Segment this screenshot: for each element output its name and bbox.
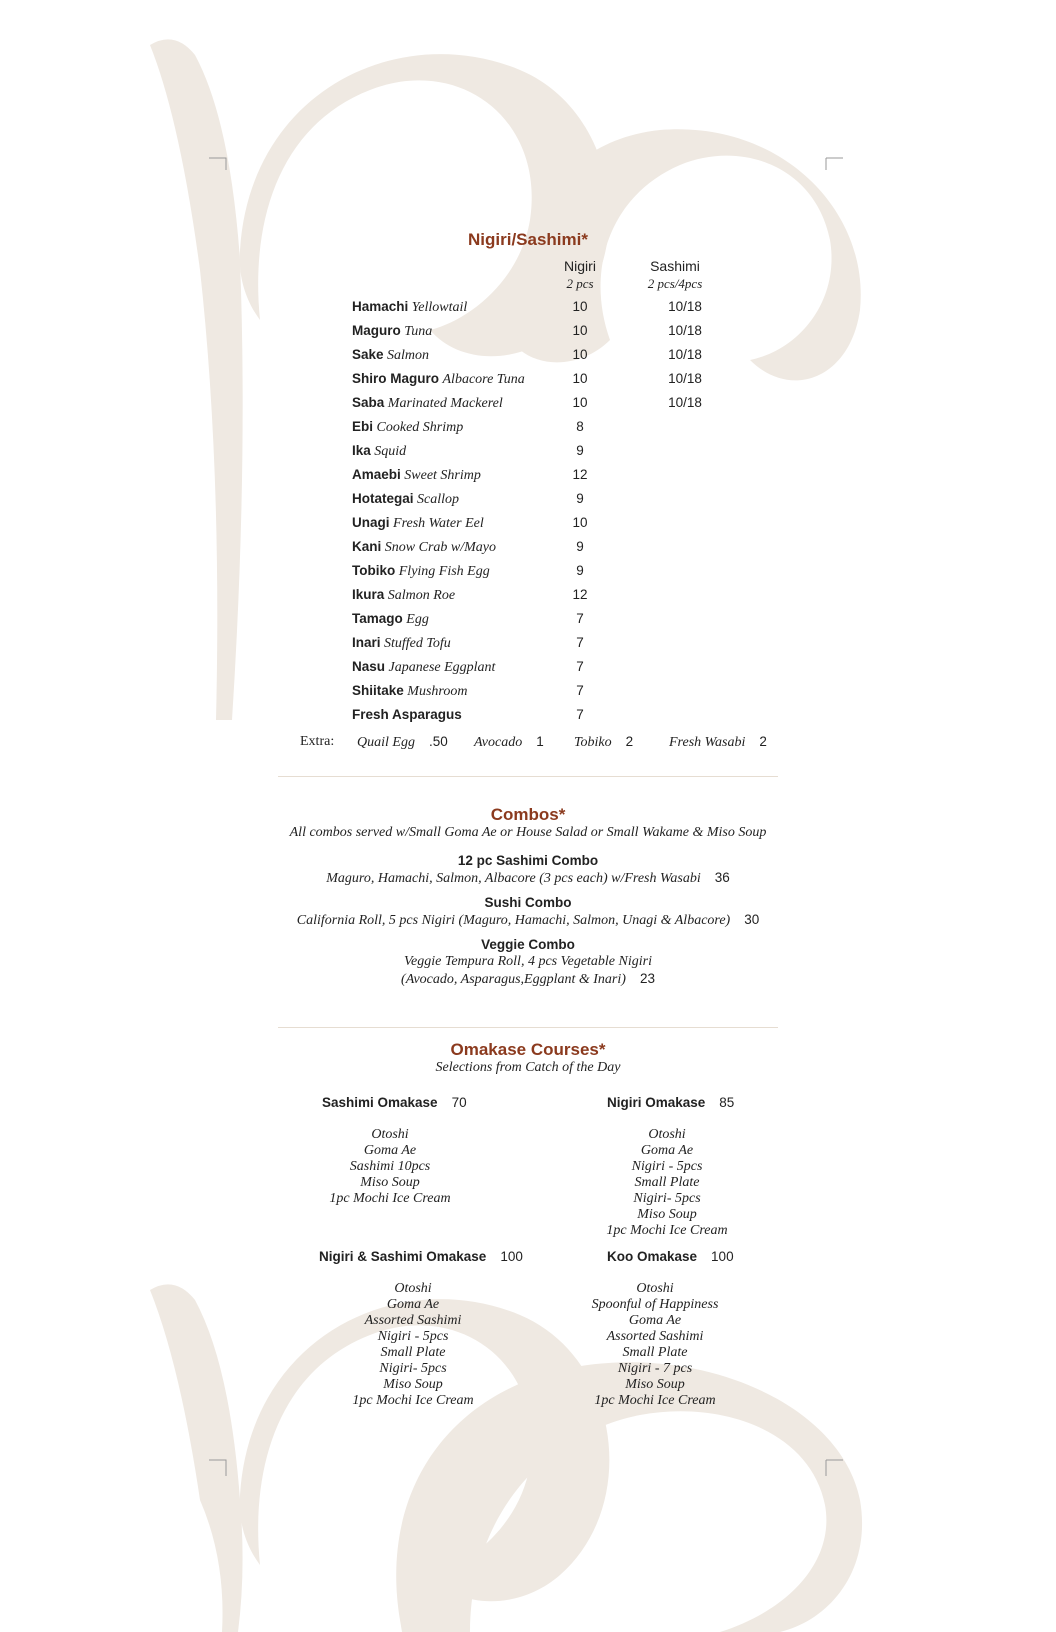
omakase-course-item: Miso Soup — [383, 1377, 443, 1392]
omakase-course-item: Miso Soup — [625, 1377, 685, 1392]
nigiri-item-row — [0, 323, 1056, 345]
extra-name: Avocado — [474, 735, 523, 750]
sashimi-price: 10/18 — [668, 347, 702, 362]
omakase-course-item: Otoshi — [648, 1127, 686, 1142]
nigiri-item-row — [0, 467, 1056, 489]
item-japanese-name: Shiro Maguro — [352, 371, 439, 386]
combos-subtitle: All combos served w/Small Goma Ae or House Salad or Small Wakame & Miso Soup — [289, 825, 767, 840]
item-name — [352, 347, 429, 364]
nigiri-item-row — [0, 419, 1056, 441]
omakase-course-item: Nigiri- 5pcs — [379, 1361, 447, 1376]
item-english-name: Japanese Eggplant — [388, 660, 496, 675]
omakase-course-item: Assorted Sashimi — [606, 1329, 704, 1344]
omakase-course-item: Miso Soup — [637, 1207, 697, 1222]
item-name — [352, 395, 503, 412]
omakase-course-item: Nigiri- 5pcs — [633, 1191, 701, 1206]
omakase-course-price: 100 — [711, 1249, 734, 1264]
combo-description: Veggie Tempura Roll, 4 pcs Vegetable Nigiri — [404, 954, 652, 969]
item-name — [352, 491, 459, 508]
nigiri-item-row — [0, 443, 1056, 465]
item-japanese-name: Inari — [352, 635, 381, 650]
nigiri-price: 7 — [576, 707, 584, 722]
item-japanese-name: Maguro — [352, 323, 401, 338]
item-japanese-name: Shiitake — [352, 683, 404, 698]
nigiri-column-subheader: 2 pcs — [566, 276, 594, 291]
nigiri-item-row — [0, 659, 1056, 681]
extra-price: 2 — [625, 734, 634, 749]
extra-price: .50 — [428, 734, 448, 749]
nigiri-item-row — [0, 491, 1056, 513]
item-japanese-name: Ika — [352, 443, 371, 458]
omakase-course-item: Otoshi — [394, 1281, 432, 1296]
item-english-name: Yellowtail — [411, 300, 468, 315]
combo-desc-text: (Avocado, Asparagus,Eggplant & Inari) — [401, 972, 626, 987]
item-name — [352, 323, 432, 340]
item-english-name: Fresh Water Eel — [393, 516, 484, 531]
omakase-course-header — [607, 1095, 734, 1110]
omakase-course-item: Assorted Sashimi — [364, 1313, 462, 1328]
omakase-course-name: Nigiri & Sashimi Omakase — [319, 1249, 487, 1264]
combo-desc-text: California Roll, 5 pcs Nigiri (Maguro, Hamachi, Salmon, Unagi & Albacore) — [296, 913, 731, 928]
omakase-course-items — [260, 1127, 520, 1207]
nigiri-price: 10 — [572, 515, 588, 530]
item-name — [352, 683, 467, 700]
item-name — [352, 419, 463, 436]
nigiri-item-row — [0, 707, 1056, 729]
item-japanese-name: Fresh Asparagus — [352, 707, 462, 722]
omakase-course-item: Spoonful of Happiness — [591, 1297, 719, 1312]
omakase-course-item: Otoshi — [371, 1127, 409, 1142]
item-japanese-name: Ebi — [352, 419, 374, 434]
nigiri-price: 9 — [576, 491, 584, 506]
nigiri-item-row — [0, 683, 1056, 705]
nigiri-item-row — [0, 611, 1056, 633]
omakase-course-item: Miso Soup — [360, 1175, 420, 1190]
nigiri-item-row — [0, 587, 1056, 609]
item-name — [352, 659, 495, 676]
extra-item — [574, 734, 633, 751]
nigiri-item-row — [0, 563, 1056, 585]
omakase-course-item: Sashimi 10pcs — [349, 1159, 431, 1174]
omakase-title-asterisk: * — [598, 1040, 606, 1059]
omakase-course-item: Goma Ae — [386, 1297, 440, 1312]
nigiri-price: 7 — [576, 659, 584, 674]
nigiri-item-row — [0, 299, 1056, 321]
item-name — [352, 371, 525, 388]
omakase-course-item: 1pc Mochi Ice Cream — [352, 1393, 474, 1408]
item-english-name: Mushroom — [407, 684, 468, 699]
combo-description — [0, 870, 1056, 887]
item-japanese-name: Unagi — [352, 515, 390, 530]
nigiri-price: 9 — [576, 563, 584, 578]
extra-price: 1 — [536, 734, 544, 749]
combo-price: 30 — [744, 912, 760, 927]
omakase-course-items — [283, 1281, 543, 1409]
item-english-name: Stuffed Tofu — [384, 636, 451, 651]
nigiri-price: 10 — [572, 371, 588, 386]
nigiri-item-row — [0, 347, 1056, 369]
combo-desc-text: Maguro, Hamachi, Salmon, Albacore (3 pcs each) w/Fresh Wasabi — [326, 871, 701, 886]
extra-item — [474, 734, 544, 751]
sashimi-price: 10/18 — [668, 395, 702, 410]
item-japanese-name: Kani — [352, 539, 382, 554]
nigiri-item-row — [0, 635, 1056, 657]
combos-title-text: Combos — [490, 805, 559, 824]
item-name — [352, 587, 455, 604]
item-japanese-name: Saba — [352, 395, 385, 410]
item-name — [352, 443, 406, 460]
nigiri-price: 9 — [576, 539, 584, 554]
omakase-course-items — [525, 1281, 785, 1409]
sashimi-price: 10/18 — [668, 323, 702, 338]
omakase-course-item: Nigiri - 5pcs — [377, 1329, 449, 1344]
combo-price: 23 — [639, 971, 655, 986]
item-name — [352, 611, 429, 628]
item-japanese-name: Tamago — [352, 611, 403, 626]
item-english-name: Egg — [406, 612, 429, 627]
extra-item — [357, 734, 448, 751]
omakase-course-price: 85 — [719, 1095, 735, 1110]
combo-description — [0, 971, 1056, 988]
omakase-course-price: 100 — [500, 1249, 523, 1264]
item-name — [352, 563, 490, 580]
omakase-course-item: 1pc Mochi Ice Cream — [606, 1223, 728, 1238]
nigiri-price: 7 — [576, 611, 584, 626]
item-english-name: Salmon Roe — [387, 588, 456, 603]
sashimi-price: 10/18 — [668, 371, 702, 386]
item-english-name: Salmon — [387, 348, 430, 363]
omakase-course-item: Nigiri - 7 pcs — [617, 1361, 693, 1376]
nigiri-sashimi-title — [0, 230, 1056, 250]
item-japanese-name: Sake — [352, 347, 384, 362]
omakase-course-item: Goma Ae — [363, 1143, 417, 1158]
item-english-name: Tuna — [404, 324, 433, 339]
omakase-course-name: Sashimi Omakase — [322, 1095, 438, 1110]
item-name — [352, 299, 467, 316]
sashimi-column-header: Sashimi — [650, 258, 700, 274]
nigiri-price: 10 — [572, 347, 588, 362]
combo-name: Sushi Combo — [484, 895, 572, 910]
item-english-name: Sweet Shrimp — [404, 468, 481, 483]
combo-description — [0, 912, 1056, 929]
extra-name: Tobiko — [574, 735, 612, 750]
nigiri-price: 12 — [572, 587, 588, 602]
nigiri-price: 10 — [572, 323, 588, 338]
item-english-name: Flying Fish Egg — [398, 564, 490, 579]
item-japanese-name: Hamachi — [352, 299, 409, 314]
omakase-subtitle: Selections from Catch of the Day — [435, 1060, 621, 1075]
item-english-name: Marinated Mackerel — [387, 396, 503, 411]
item-japanese-name: Ikura — [352, 587, 385, 602]
item-name — [352, 539, 496, 556]
combo-name: 12 pc Sashimi Combo — [457, 853, 599, 868]
nigiri-item-row — [0, 371, 1056, 393]
item-japanese-name: Nasu — [352, 659, 386, 674]
nigiri-title-text: Nigiri/Sashimi — [468, 230, 582, 249]
nigiri-price: 7 — [576, 635, 584, 650]
nigiri-price: 8 — [576, 419, 584, 434]
omakase-course-item: Otoshi — [636, 1281, 674, 1296]
nigiri-item-row — [0, 539, 1056, 561]
extra-label: Extra: — [300, 734, 335, 749]
combo-name: Veggie Combo — [481, 937, 575, 952]
omakase-course-price: 70 — [451, 1095, 467, 1110]
omakase-course-item: Nigiri - 5pcs — [631, 1159, 703, 1174]
item-name — [352, 635, 451, 652]
nigiri-item-row — [0, 515, 1056, 537]
omakase-title-text: Omakase Courses — [450, 1040, 599, 1059]
item-english-name: Albacore Tuna — [442, 372, 525, 387]
item-english-name: Cooked Shrimp — [376, 420, 464, 435]
nigiri-price: 10 — [572, 395, 588, 410]
item-english-name: Squid — [374, 444, 407, 459]
omakase-course-item: Goma Ae — [628, 1313, 682, 1328]
extra-item — [669, 734, 767, 751]
sashimi-column-subheader: 2 pcs/4pcs — [647, 276, 703, 291]
item-japanese-name: Hotategai — [352, 491, 414, 506]
section-divider — [278, 1027, 778, 1028]
section-divider — [278, 776, 778, 777]
sashimi-price: 10/18 — [668, 299, 702, 314]
nigiri-title-asterisk: * — [581, 230, 588, 249]
omakase-course-items — [537, 1127, 797, 1239]
omakase-title — [0, 1040, 1056, 1060]
nigiri-item-row — [0, 395, 1056, 417]
omakase-course-item: 1pc Mochi Ice Cream — [594, 1393, 716, 1408]
item-japanese-name: Amaebi — [352, 467, 401, 482]
nigiri-column-header: Nigiri — [564, 258, 596, 274]
omakase-course-item: Small Plate — [634, 1175, 700, 1190]
nigiri-price: 7 — [576, 683, 584, 698]
omakase-course-item: Small Plate — [622, 1345, 688, 1360]
item-name — [352, 515, 484, 532]
item-name — [352, 707, 462, 724]
omakase-course-name: Koo Omakase — [607, 1249, 698, 1264]
combos-title — [0, 805, 1056, 825]
combo-price: 36 — [714, 870, 730, 885]
combos-title-asterisk: * — [558, 805, 566, 824]
omakase-course-item: Goma Ae — [640, 1143, 694, 1158]
omakase-course-header — [607, 1249, 734, 1264]
item-english-name: Snow Crab w/Mayo — [384, 540, 496, 555]
omakase-course-item: Small Plate — [380, 1345, 446, 1360]
nigiri-price: 12 — [572, 467, 588, 482]
omakase-course-header — [322, 1095, 467, 1110]
omakase-course-header — [319, 1249, 523, 1264]
extra-name: Quail Egg — [357, 735, 415, 750]
item-name — [352, 467, 481, 484]
nigiri-price: 10 — [572, 299, 588, 314]
nigiri-price: 9 — [576, 443, 584, 458]
omakase-course-item: 1pc Mochi Ice Cream — [329, 1191, 451, 1206]
item-japanese-name: Tobiko — [352, 563, 396, 578]
extra-price: 2 — [759, 734, 767, 749]
item-english-name: Scallop — [417, 492, 460, 507]
extra-name: Fresh Wasabi — [669, 735, 746, 750]
omakase-course-name: Nigiri Omakase — [607, 1095, 706, 1110]
